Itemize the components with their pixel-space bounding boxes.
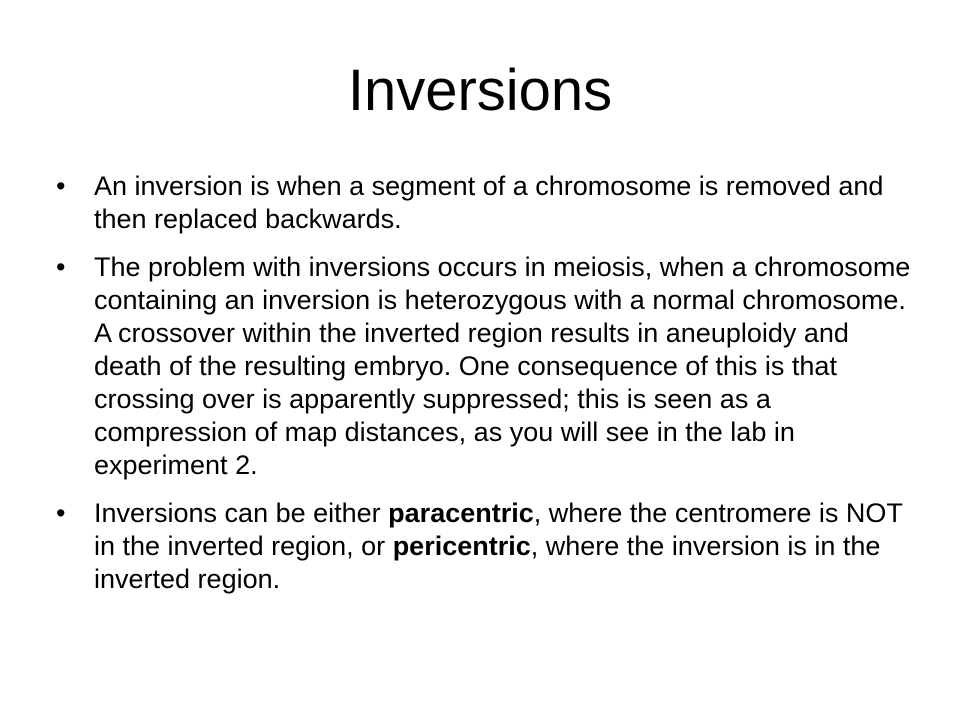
bullet-text: An inversion is when a segment of a chromosome is removed and then replaced backwards. [94,171,884,234]
bullet-icon: • [56,498,66,528]
bullet-text-part: Inversions can be either [94,498,389,528]
slide-title: Inversions [347,58,613,123]
bullet-text-part: , where the centromere is NOT in the inverted region, or [94,498,903,561]
bullet-list [56,170,916,611]
term-paracentric: paracentric [388,498,534,528]
bullet-item-meiosis-problem [56,251,916,482]
bullet-icon: • [56,252,66,282]
bullet-item-inversion-definition [56,170,916,236]
bullet-text [94,498,902,594]
bullet-text-part: , where the inversion is in the inverted region. [94,531,881,594]
bullet-text: The problem with inversions occurs in meiosis, when a chromosome containing an inversion is heterozygous with a normal chromosome. A crossover within the inverted region results in aneuploidy and death of the resulting embryo. One consequence of this is that crossing over is apparently suppressed; this is seen as a compression of map distances, as you will see in the lab in experiment 2. [94,252,911,480]
bullet-item-inversion-types [56,497,916,596]
term-pericentric: pericentric [392,531,531,561]
bullet-icon: • [56,171,66,201]
